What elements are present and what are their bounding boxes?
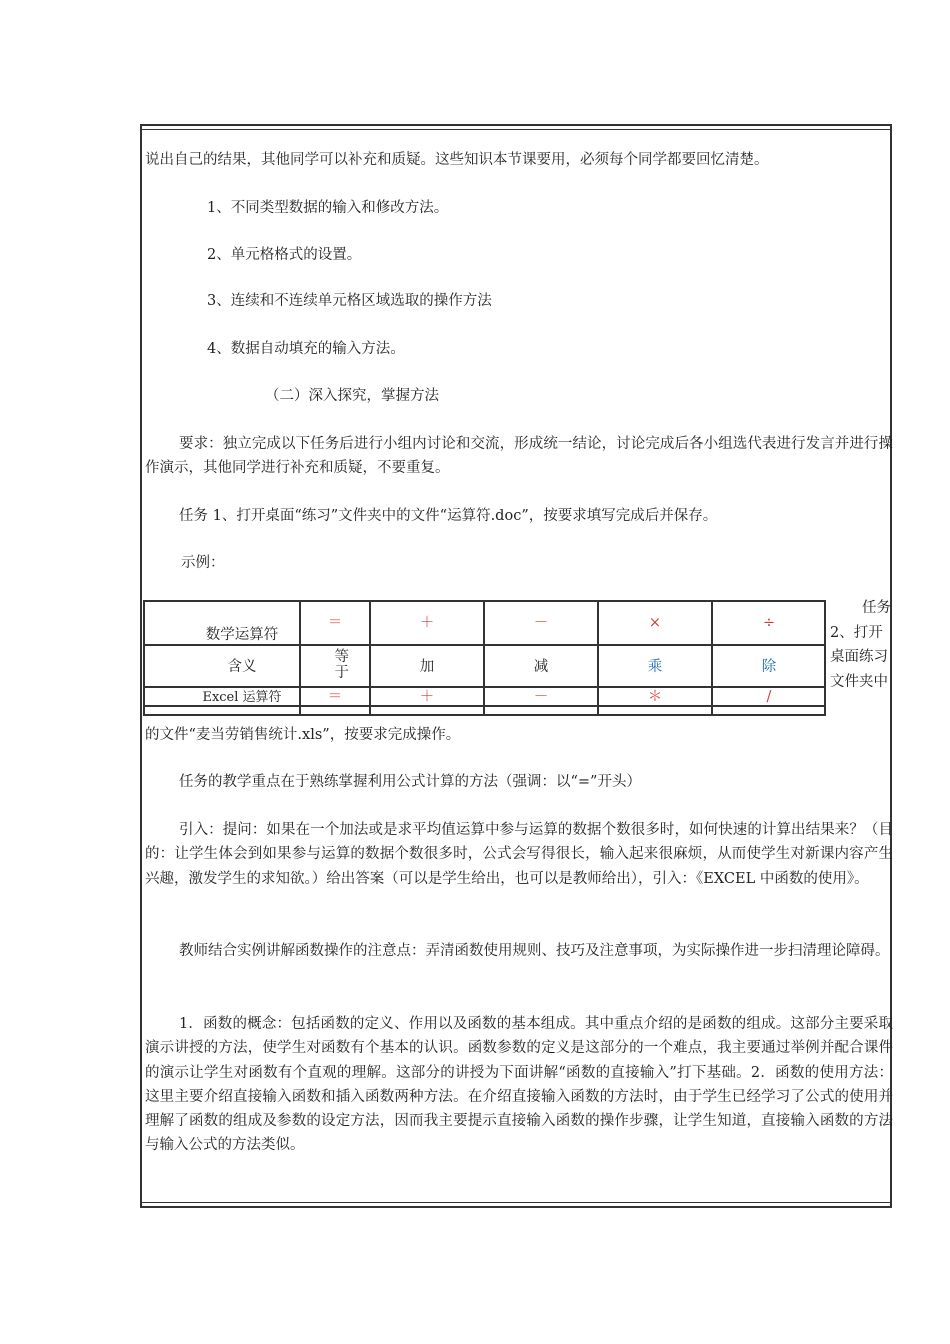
table-row2-minus-meaning: 减	[533, 659, 549, 675]
table-row1-minus: －	[533, 615, 549, 631]
focus-line: 任务的教学重点在于熟练掌握利用公式计算的方法（强调：以“=”开头）	[179, 774, 641, 790]
concept-paragraph: 1．函数的概念：包括函数的定义、作用以及函数的基本组成。其中重点介绍的是函数的组成。这部分主要采取演示讲授的方法，使学生对函数有个基本的认识。函数参数的定义是这部分的一个难点，我主要通过举例并配合课件的演示让学生对函数有个直观的理解。这部分的讲授为下面讲解“函数的直接输入”打下基础。2．函数的使用方法：这里主要介绍直接输入函数和插入函数两种方法。在介绍直接输入函数的方法时，由于学生已经学习了公式的使用并理解了函数的组成及参数的设定方法，因而我主要提示直接输入函数的操作步骤，让学生知道，直接输入函数的方法与输入公式的方法类似。	[145, 1016, 893, 1154]
table-row1-label: 数学运算符	[205, 627, 279, 643]
requirement-paragraph: 要求：独立完成以下任务后进行小组内讨论和交流，形成统一结论，讨论完成后各小组选代表进行发言并进行操作演示，其他同学进行补充和质疑，不要重复。	[145, 436, 893, 477]
table-row3-divide: /	[766, 689, 772, 705]
table-row3-equals: ＝	[327, 689, 343, 705]
task2-side-text: 任务2、打开桌面练习文件夹中	[830, 600, 891, 690]
table-row3-times: ＊	[647, 689, 663, 705]
task1-line: 任务 1、打开桌面“练习”文件夹中的文件“运算符.doc”，按要求填写完成后并保存。	[179, 508, 718, 524]
table-row2-divide-meaning: 除	[761, 659, 777, 675]
list-item-1: 1、不同类型数据的输入和修改方法。	[207, 200, 449, 216]
lead-in-paragraph: 引入：提问：如果在一个加法或是求平均值运算中参与运算的数据个数很多时，如何快速的计算出结果来？（目的：让学生体会到如果参与运算的数据个数很多时，公式会写得很长，输入起来很麻烦，从而使学生对新课内容产生兴趣，激发学生的求知欲。）给出答案（可以是学生给出，也可以是教师给出），引入：《EXCEL 中函数的使用》。	[145, 822, 893, 887]
table-row2-label: 含义	[227, 659, 257, 675]
table-row2-plus-meaning: 加	[419, 659, 435, 675]
example-label: 示例：	[181, 555, 225, 571]
table-row1-times: ×	[648, 615, 662, 631]
teacher-paragraph: 教师结合实例讲解函数操作的注意点：弄清函数使用规则、技巧及注意事项，为实际操作进一步扫清理论障碍。	[179, 943, 890, 959]
operator-table	[143, 600, 826, 716]
table-row1-plus: ＋	[419, 615, 435, 631]
intro-line: 说出自己的结果，其他同学可以补充和质疑。这些知识本节课要用，必须每个同学都要回忆清楚。	[145, 152, 769, 168]
table-row1-divide: ÷	[762, 615, 776, 631]
table-row3-plus: ＋	[419, 689, 435, 705]
table-row3-label: Excel 运算符	[202, 690, 282, 705]
table-row2-times-meaning: 乘	[647, 659, 663, 675]
task2-continuation: 的文件“麦当劳销售统计.xls”，按要求完成操作。	[145, 727, 461, 743]
table-row1-equals: ＝	[327, 615, 343, 631]
list-item-4: 4、数据自动填充的输入方法。	[207, 341, 405, 357]
section-heading: （二）深入探究，掌握方法	[265, 388, 439, 404]
table-row3-minus: －	[533, 689, 549, 705]
table-row2-equals-meaning: 等于	[334, 649, 359, 681]
list-item-3: 3、连续和不连续单元格区域选取的操作方法	[207, 293, 492, 309]
list-item-2: 2、单元格格式的设置。	[207, 247, 362, 263]
